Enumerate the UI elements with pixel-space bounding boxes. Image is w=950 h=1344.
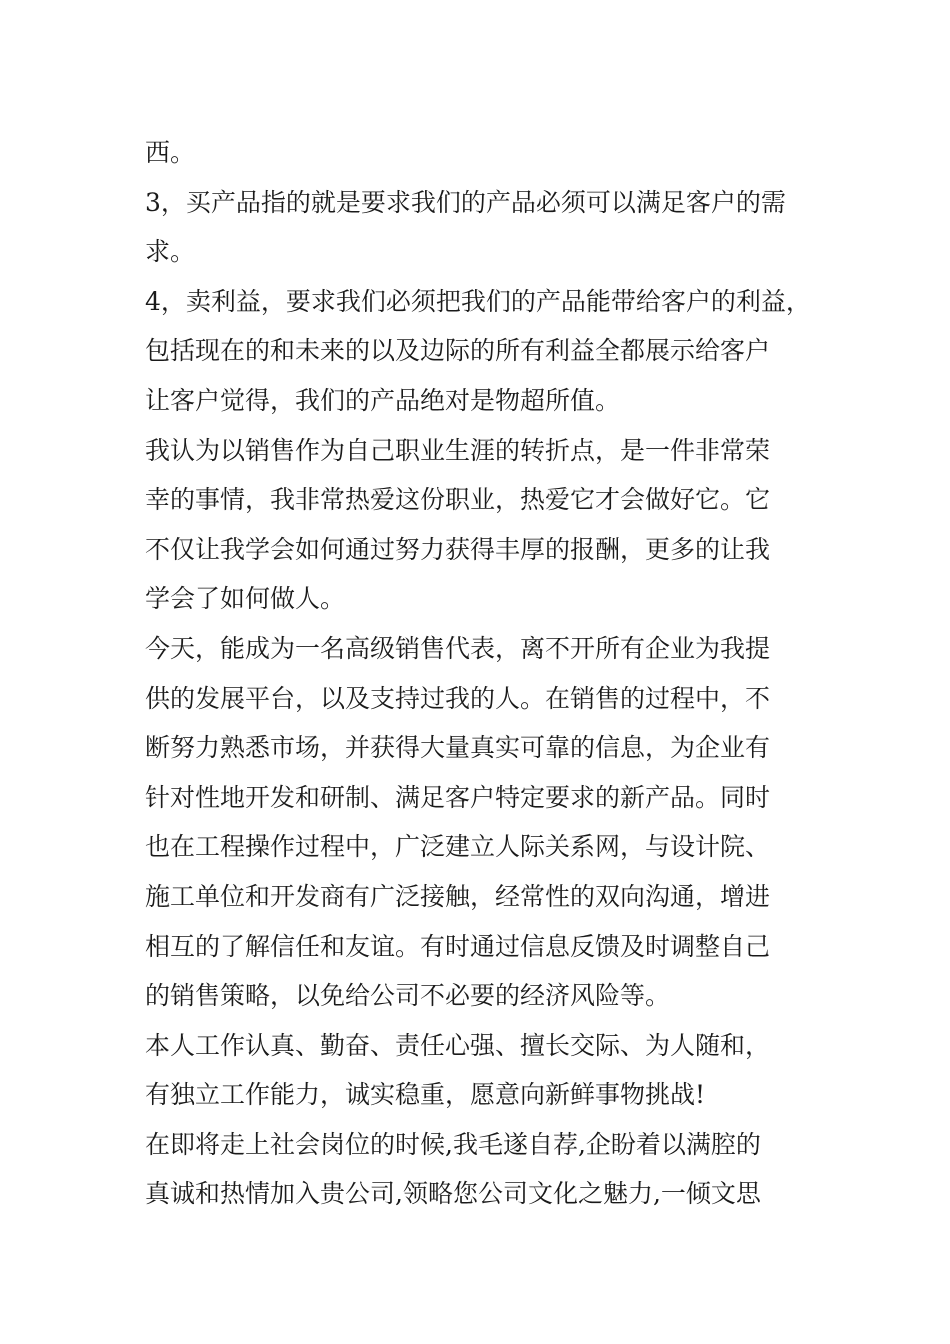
text-line: 学会了如何做人。: [145, 584, 346, 614]
text-line: 本人工作认真、勤奋、责任心强、擅长交际、为人随和，: [145, 1030, 771, 1060]
text-line: 断努力熟悉市场，并获得大量真实可靠的信息，为企业有: [145, 733, 771, 763]
text-line: 不仅让我学会如何通过努力获得丰厚的报酬，更多的让我: [145, 534, 771, 564]
text-line: 4，卖利益，要求我们必须把我们的产品能带给客户的利益，: [145, 286, 811, 316]
text-line: 相互的了解信任和友谊。有时通过信息反馈及时调整自己: [145, 931, 771, 961]
text-line: 包括现在的和未来的以及边际的所有利益全都展示给客户: [145, 336, 771, 366]
text-line: 真诚和热情加入贵公司,领略您公司文化之魅力,一倾文思: [145, 1179, 761, 1209]
text-line: 让客户觉得，我们的产品绝对是物超所值。: [145, 385, 621, 415]
text-line: 的销售策略，以免给公司不必要的经济风险等。: [145, 981, 671, 1011]
text-line: 3，买产品指的就是要求我们的产品必须可以满足客户的需: [145, 187, 786, 217]
text-line: 求。: [145, 237, 196, 267]
text-line: 针对性地开发和研制、满足客户特定要求的新产品。同时: [145, 782, 771, 812]
text-line: 西。: [145, 138, 196, 167]
text-line: 我认为以销售作为自己职业生涯的转折点，是一件非常荣: [145, 435, 771, 465]
text-line: 有独立工作能力，诚实稳重，愿意向新鲜事物挑战!: [145, 1080, 706, 1110]
text-line: 供的发展平台，以及支持过我的人。在销售的过程中，不: [145, 683, 771, 713]
text-line: 也在工程操作过程中，广泛建立人际关系网，与设计院、: [145, 832, 771, 862]
text-line: 在即将走上社会岗位的时候,我毛遂自荐,企盼着以满腔的: [145, 1129, 761, 1159]
text-line: 幸的事情，我非常热爱这份职业，热爱它才会做好它。它: [145, 485, 771, 515]
text-line: 施工单位和开发商有广泛接触，经常性的双向沟通，增进: [145, 881, 771, 911]
text-line: 今天，能成为一名高级销售代表，离不开所有企业为我提: [145, 633, 771, 663]
document-body: [145, 128, 835, 1219]
